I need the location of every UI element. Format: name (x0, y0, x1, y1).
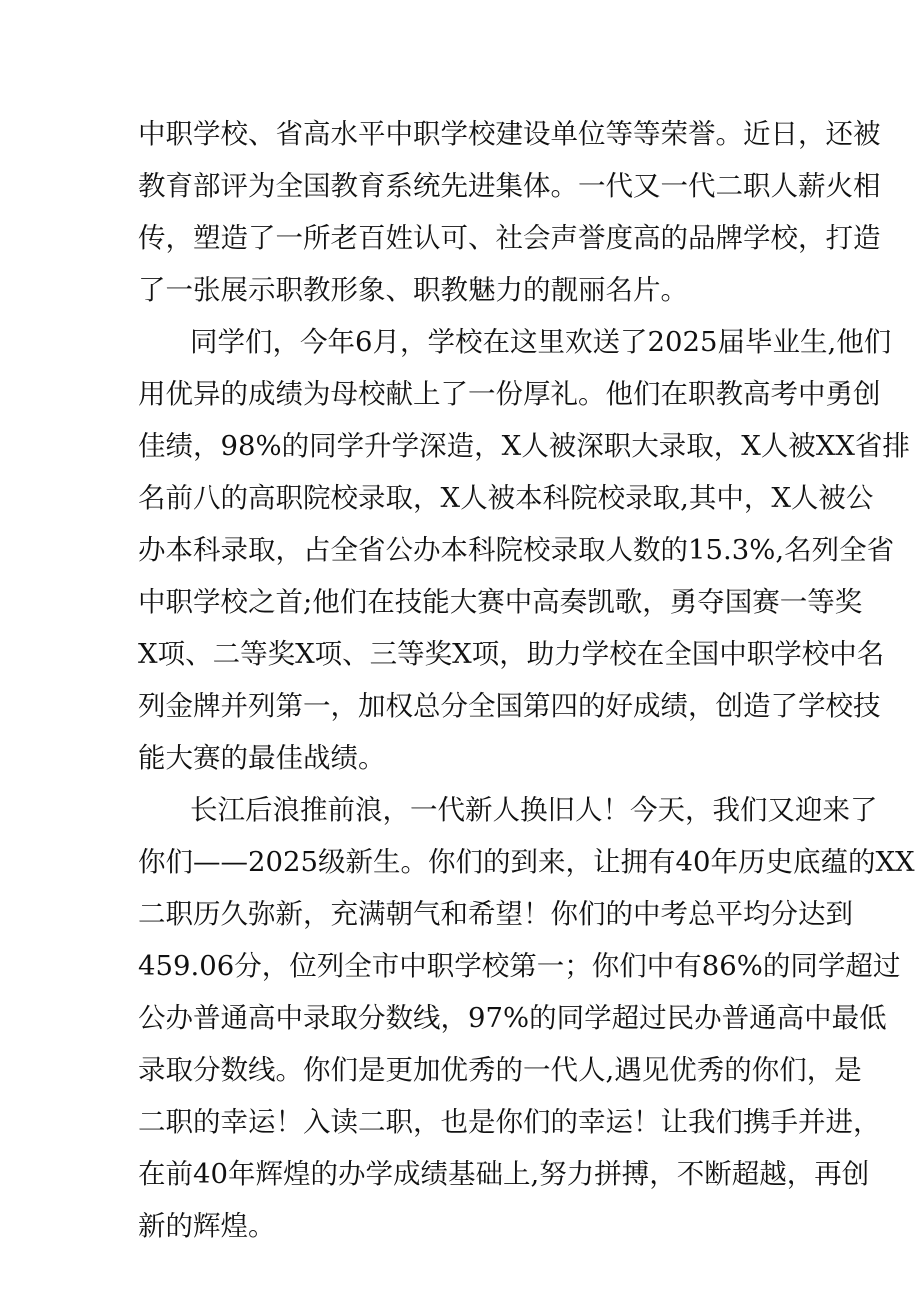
paragraph-3 (138, 784, 915, 1252)
paragraph-2-line-9: 能大赛的最佳战绩。 (138, 742, 386, 774)
paragraph-1-line-4: 了一张展示职教形象、职教魅力的靓丽名片。 (138, 274, 688, 306)
paragraph-2-line-1: 同学们，今年6月，学校在这里欢送了2025届毕业生,他们 (190, 326, 892, 358)
paragraph-2-line-7: X项、二等奖X项、三等奖X项，助力学校在全国中职学校中名 (138, 638, 885, 670)
paragraph-2-line-8: 列金牌并列第一，加权总分全国第四的好成绩，创造了学校技 (138, 690, 881, 722)
paragraph-2 (138, 316, 910, 784)
paragraph-2-line-4: 名前八的高职院校录取，X人被本科院校录取,其中，X人被公 (138, 482, 874, 514)
paragraph-3-line-4: 459.06分，位列全市中职学校第一；你们中有86%的同学超过 (138, 950, 901, 982)
document-body (138, 108, 915, 1252)
paragraph-3-line-9: 新的辉煌。 (138, 1210, 276, 1242)
paragraph-3-line-1: 长江后浪推前浪，一代新人换旧人！今天，我们又迎来了 (190, 794, 878, 826)
paragraph-1-line-3: 传，塑造了一所老百姓认可、社会声誉度高的品牌学校，打造 (138, 222, 881, 254)
paragraph-2-line-2: 用优异的成绩为母校献上了一份厚礼。他们在职教高考中勇创 (138, 378, 881, 410)
paragraph-1 (138, 108, 881, 316)
paragraph-2-line-3: 佳绩，98%的同学升学深造，X人被深职大录取，X人被XX省排 (138, 430, 910, 462)
paragraph-3-line-8: 在前40年辉煌的办学成绩基础上,努力拼搏，不断超越，再创 (138, 1158, 870, 1190)
paragraph-3-line-6: 录取分数线。你们是更加优秀的一代人,遇见优秀的你们，是 (138, 1054, 862, 1086)
paragraph-2-line-5: 办本科录取，占全省公办本科院校录取人数的15.3%,名列全省 (138, 534, 895, 566)
paragraph-1-line-1: 中职学校、省高水平中职学校建设单位等等荣誉。近日，还被 (138, 118, 881, 150)
paragraph-3-line-2: 你们——2025级新生。你们的到来，让拥有40年历史底蕴的XX (138, 846, 915, 878)
paragraph-2-line-6: 中职学校之首;他们在技能大赛中高奏凯歌，勇夺国赛一等奖 (138, 586, 863, 618)
paragraph-3-line-5: 公办普通高中录取分数线，97%的同学超过民办普通高中最低 (138, 1002, 887, 1034)
paragraph-1-line-2: 教育部评为全国教育系统先进集体。一代又一代二职人薪火相 (138, 170, 881, 202)
paragraph-3-line-7: 二职的幸运！入读二职，也是你们的幸运！让我们携手并进， (138, 1106, 881, 1138)
paragraph-3-line-3: 二职历久弥新，充满朝气和希望！你们的中考总平均分达到 (138, 898, 853, 930)
